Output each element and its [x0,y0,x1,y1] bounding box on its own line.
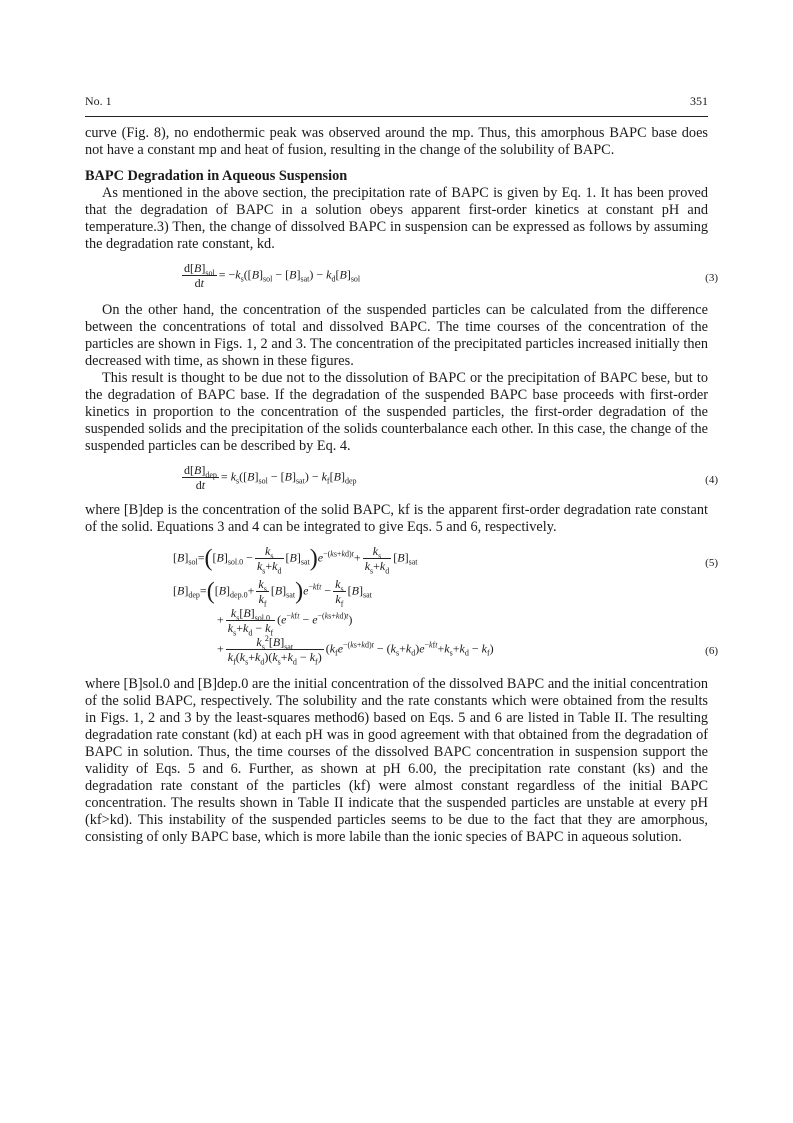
journal-issue: No. 1 [85,94,112,108]
paragraph-5: where [B]dep is the concentration of the solid BAPC, kf is the apparent first-order degradation rate constant of the solid. Equations 3 and 4 can be integrated to give Eqs. 5 and 6, respectively. [85,502,708,535]
equation-6: $[B]_{dep}=([B]_{dep.0}+$ $\frac{k_s}{k_f}$ $[B]_{sat})e^{-kft}$ − $\frac{k_s}{k_f}$ $[B]_{sat}$ + $\frac{k_s[B]_{sol.0}}{k_s+k_d - k_f}$ $(e^{-kft} - e^{-(ks+kd)t})$ + $\frac{k_s^2[B]_{sat}}{k_f(k_s+k_d)(k_s+k_d - k_f)}$ $(k_fe^{-(ks+kd)t} - (k_s+k_d)e^{-kft}+k_s+k_d - k_f)$ (6) [173,577,718,667]
running-header [85,94,708,114]
paragraph-4: This result is thought to be due not to the dissolution of BAPC or the precipitation of BAPC bese, but to the degradation of BAPC base. If the degradation of the suspended BAPC base proceeds with first-order kinetics in proportion to the concentration of the suspended particles, the first-order degradation of the suspended solids and the precipitation of the solids counterbalance each other. In this case, the change of the suspended particles can be described by Eq. 4. [85,370,708,454]
eq4-number: (4) [705,474,718,486]
page-number: 351 [690,94,708,108]
eq5-number: (5) [705,557,718,569]
equation-4: $\frac{d[B]_{dep}}{dt}$ = $k_s([B]_{sol} - [B]_{sat}) - k_f[B]_{dep}$ (4) [184,463,718,492]
eq3-number: (3) [705,272,718,284]
paragraph-3: On the other hand, the concentration of the suspended particles can be calculated from the difference between the concentrations of total and dissolved BAPC. The time courses of the concentration of the particles are shown in Figs. 1, 2 and 3. The concentration of the precipitated particles increased initially then decreased with time, as shown in these figures. [85,302,708,369]
header-rule [85,116,708,117]
equation-3: $\frac{d[B]_{sol}}{dt}$ = $-k_s([B]_{sol} - [B]_{sat}) - k_d[B]_{sol}$ (3) [184,261,718,290]
equation-5: $[B]_{sol}=([B]_{sol.0}$ − $\frac{k_s}{k_s+k_d}$ $[B]_{sat})e^{-(ks+kd)t}+$ $\frac{k_s}{k_s+k_d}$ $[B]_{sat}$ (5) [173,544,718,576]
paragraph-6: where [B]sol.0 and [B]dep.0 are the initial concentration of the dissolved BAPC and the initial concentration of the solid BAPC, respectively. The solubility and the rate constants which were obtained from the results in Figs. 1, 2 and 3 by the least-squares method6) based on Eqs. 5 and 6 are listed in Table II. The resulting degradation rate constant (kd) at each pH was in good agreement with that obtained from the degradation of BAPC in solution. Thus, the time courses of the dissolved BAPC concentration in suspension support the validity of Eqs. 5 and 6. Further, as shown at pH 6.00, the precipitation rate constant (ks) and the degradation rate constant of the particles (kf) were almost constant regardless of the initial BAPC concentration. The results shown in Table II indicate that the suspended particles are unstable at every pH (kf>kd). This instability of the suspended particles seems to be due to the fact that they are amorphous, consisting of only BAPC base, which is more labile than the ionic species of BAPC in aqueous solution. [85,676,708,845]
paragraph-2: As mentioned in the above section, the precipitation rate of BAPC is given by Eq. 1. It has been proved that the degradation of BAPC in a solution obeys apparent first-order kinetics at constant pH and temperature.3) Then, the change of dissolved BAPC in suspension can be expressed as follows by assuming the degradation rate constant, kd. [85,185,708,252]
article-body [85,125,718,846]
eq6-number: (6) [705,645,718,657]
paragraph-1: curve (Fig. 8), no endothermic peak was observed around the mp. Thus, this amorphous BAPC base does not have a constant mp and heat of fusion, resulting in the change of the solubility of BAPC. [85,125,708,158]
section-heading: BAPC Degradation in Aqueous Suspension [85,168,348,184]
